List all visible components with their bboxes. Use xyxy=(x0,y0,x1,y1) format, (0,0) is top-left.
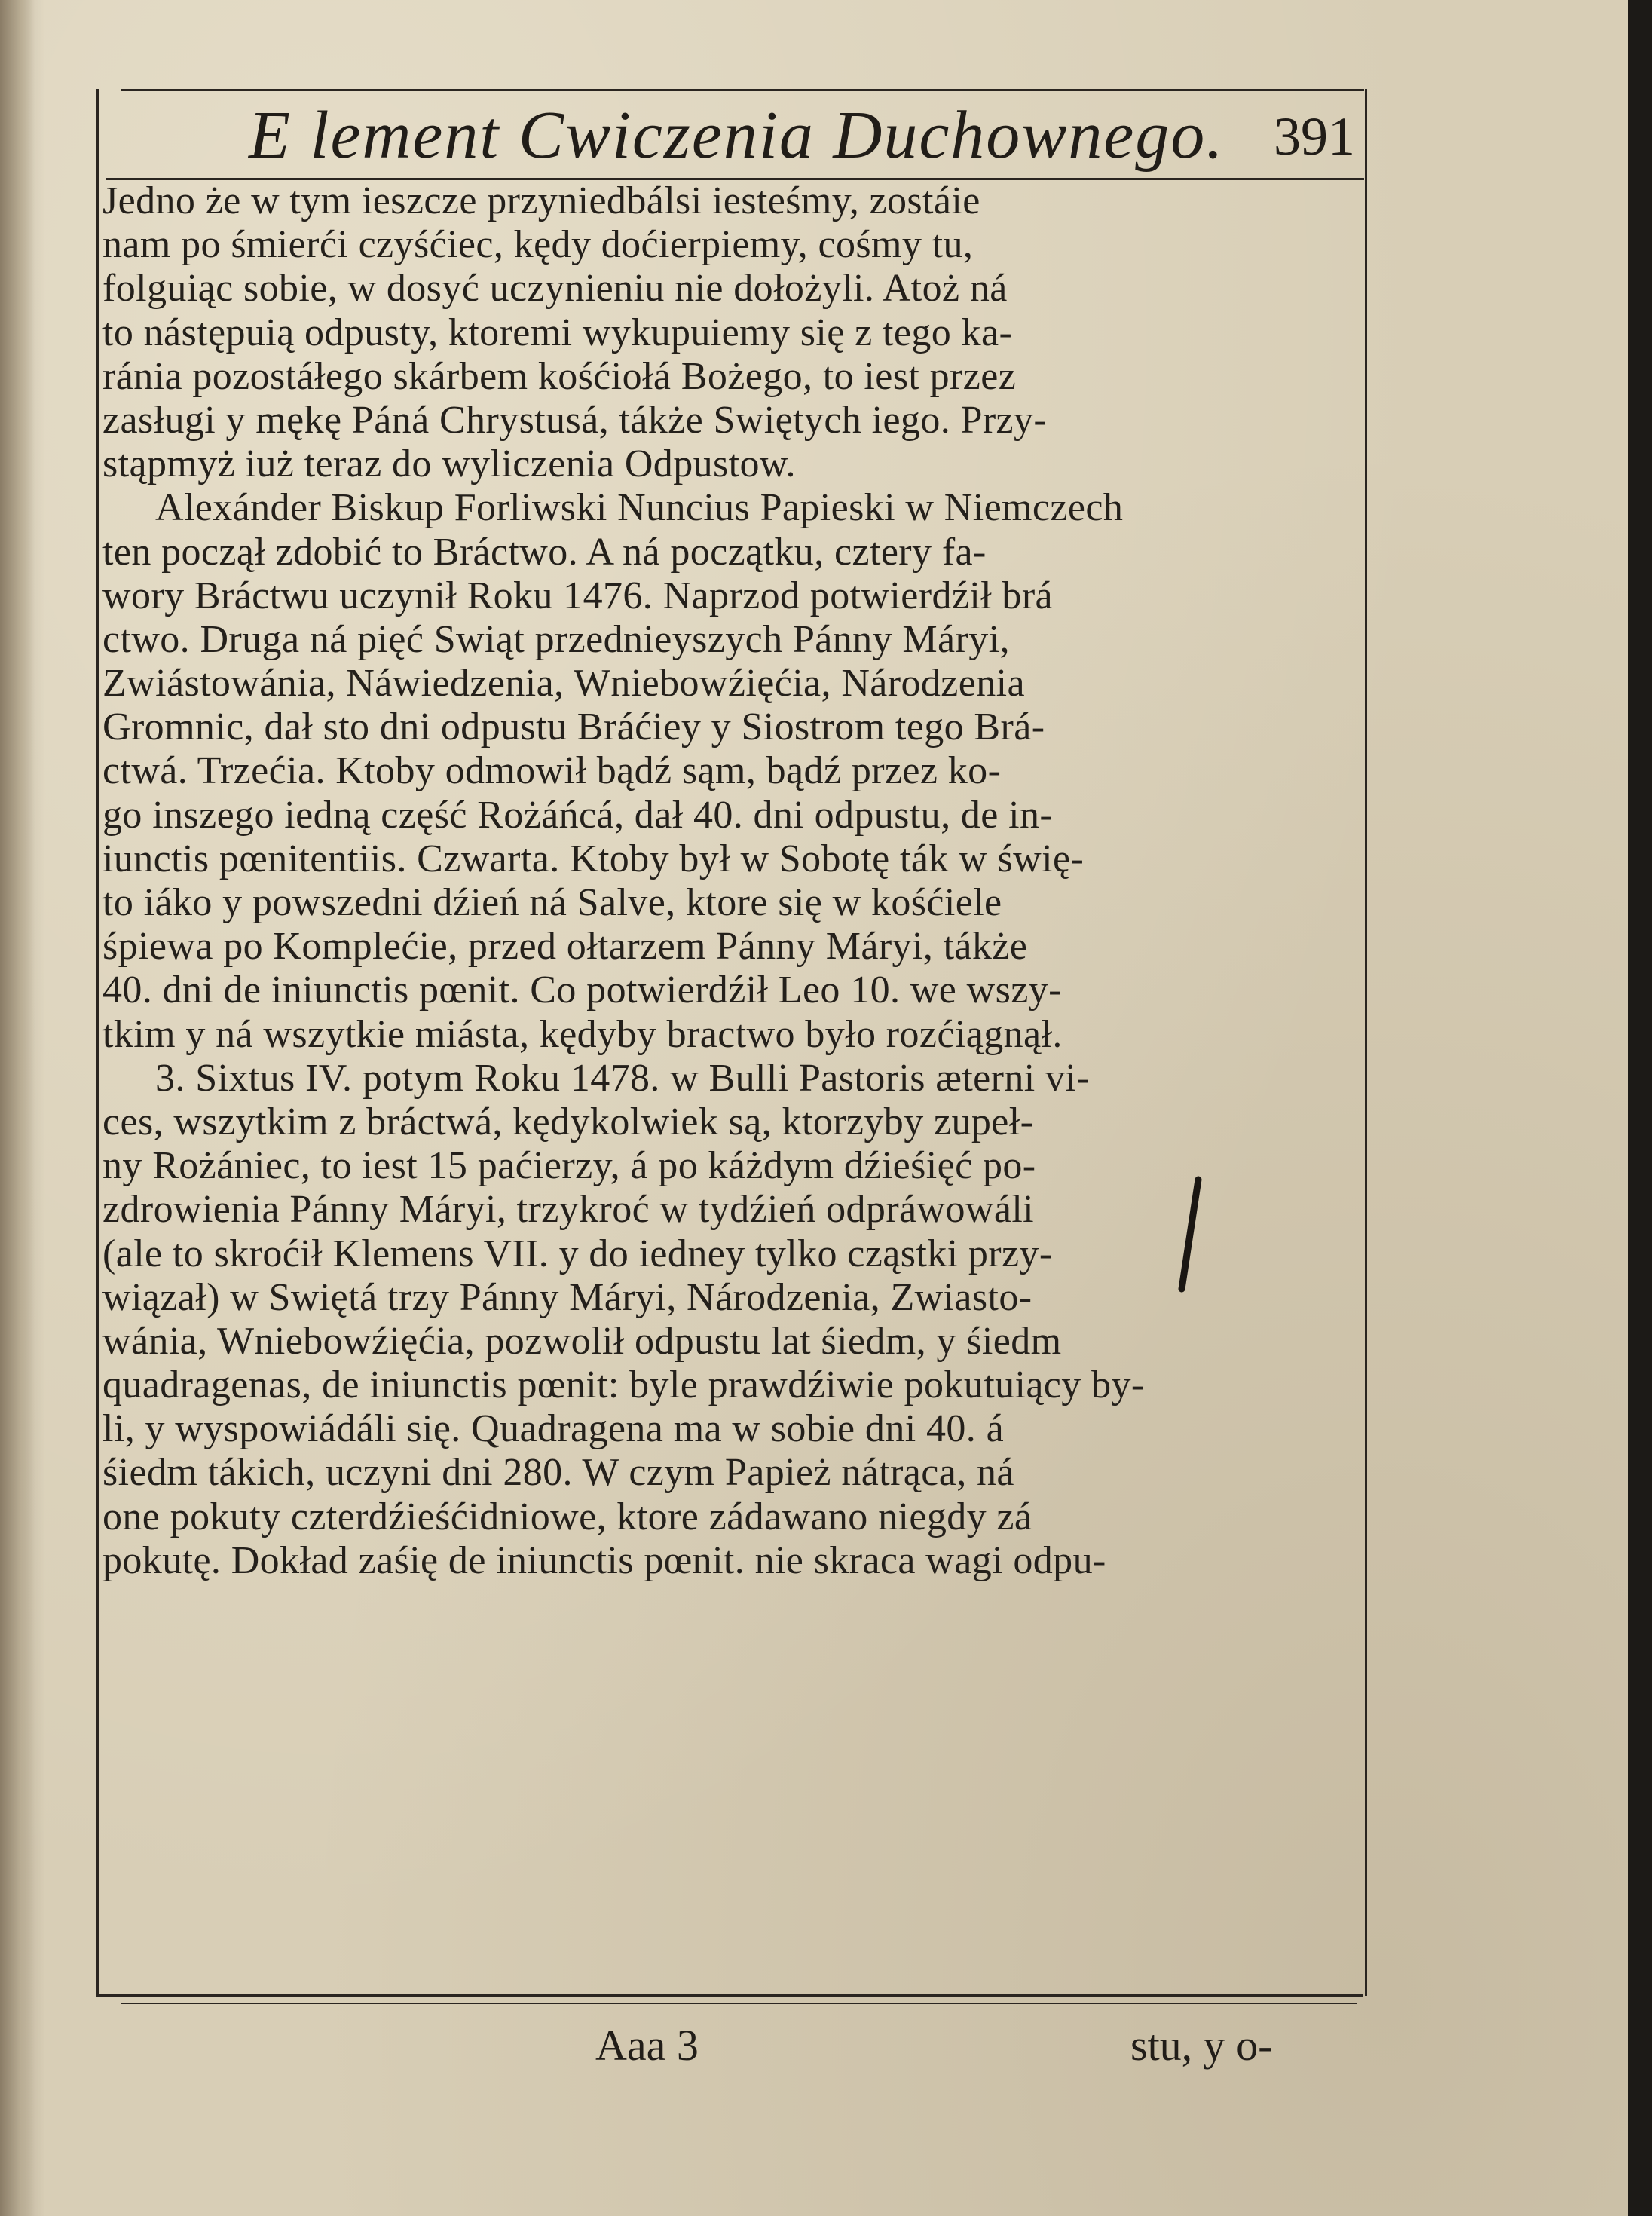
header-rule-top xyxy=(121,89,1364,91)
text-line: ten począł zdobić to Bráctwo. A ná początku, cztery fa- xyxy=(102,530,987,574)
text-line: ctwá. Trzećia. Ktoby odmowił bądź sąm, bądź przez ko- xyxy=(102,749,1002,793)
text-line: ces, wszytkim z bráctwá, kędykolwiek są, ktorzyby zupeł- xyxy=(102,1100,1034,1143)
catchword: stu, y o- xyxy=(1130,2021,1273,2070)
text-line: wiązał) w Swiętá trzy Pánny Máryi, Národzenia, Zwiasto- xyxy=(102,1275,1032,1319)
text-line: Alexánder Biskup Forliwski Nuncius Papieski w Niemczech xyxy=(155,486,1124,530)
text-line: li, y wyspowiádáli się. Quadragena ma w sobie dni 40. á xyxy=(102,1407,1005,1451)
text-line: Gromnic, dał sto dni odpustu Bráćiey y Siostrom tego Brá- xyxy=(102,706,1045,749)
page-number: 391 xyxy=(1274,106,1355,167)
text-line: Jedno że w tym ieszcze przyniedbálsi iesteśmy, zostáie xyxy=(102,179,980,222)
text-line: śpiewa po Komplećie, przed ołtarzem Pánny Máryi, tákże xyxy=(102,925,1028,969)
text-line: (ale to skroćił Klemens VII. y do iedney tylko cząstki przy- xyxy=(102,1232,1053,1275)
text-line: pokutę. Dokład zaśię de iniunctis pœnit. nie skraca wagi odpu- xyxy=(102,1538,1106,1582)
text-line: ránia pozostáłego skárbem kośćiołá Bożego, to iest przez xyxy=(102,354,1017,398)
text-line: one pokuty czterdźieśćidniowe, ktore zádawano niegdy zá xyxy=(102,1495,1032,1538)
text-line: quadragenas, de iniunctis pœnit: byle prawdźiwie pokutuiący by- xyxy=(102,1364,1145,1407)
text-line: to iáko y powszedni dźień ná Salve, ktore się w kośćiele xyxy=(102,881,1002,924)
text-line: 40. dni de iniunctis pœnit. Co potwierdźił Leo 10. we wszy- xyxy=(102,969,1062,1012)
text-line: iunctis pœnitentiis. Czwarta. Ktoby był w Sobotę ták w świę- xyxy=(102,837,1085,880)
text-line: śiedm tákich, uczyni dni 280. W czym Papież nátrąca, ná xyxy=(102,1451,1014,1495)
signature-mark: Aaa 3 xyxy=(595,2021,699,2070)
body-text xyxy=(102,179,1363,1583)
text-line: ny Rożániec, to iest 15 paćierzy, á po káżdym dźieśięć po- xyxy=(102,1144,1036,1188)
text-line: 3. Sixtus IV. potym Roku 1478. w Bulli Pastoris æterni vi- xyxy=(155,1056,1090,1100)
footer-rule xyxy=(96,1994,1363,1997)
text-line: to nástępuią odpusty, ktoremi wykupuiemy się z tego ka- xyxy=(102,311,1013,354)
text-line: wánia, Wniebowźięćia, pozwolił odpustu lat śiedm, y śiedm xyxy=(102,1319,1062,1363)
text-line: zdrowienia Pánny Máryi, trzykroć w tydźień odpráwowáli xyxy=(102,1188,1035,1232)
running-title: E lement Cwiczenia Duchownego. xyxy=(249,98,1225,173)
text-line: go inszego iedną część Rożáńcá, dał 40. dni odpustu, de in- xyxy=(102,793,1054,837)
footer-rule-thin xyxy=(121,2003,1357,2004)
text-line: Zwiástowánia, Náwiedzenia, Wniebowźięćia, Národzenia xyxy=(102,662,1025,706)
text-line: tkim y ná wszytkie miásta, kędyby bractwo było rozćiągnął. xyxy=(102,1012,1063,1056)
text-line: wory Bráctwu uczynił Roku 1476. Naprzod potwierdźił brá xyxy=(102,574,1054,617)
text-line: ctwo. Druga ná pięć Swiąt przednieyszych Pánny Máryi, xyxy=(102,617,1010,661)
text-line: stąpmyż iuż teraz do wyliczenia Odpustow. xyxy=(102,442,796,486)
text-line: folguiąc sobie, w dosyć uczynieniu nie dołożyli. Atoż ná xyxy=(102,267,1008,311)
page-gutter-shadow xyxy=(0,0,35,2216)
text-line: nam po śmierći czyśćiec, kędy doćierpiemy, cośmy tu, xyxy=(102,223,974,267)
text-line: zasługi y mękę Páná Chrystusá, tákże Swiętych iego. Przy- xyxy=(102,398,1048,442)
ink-mark xyxy=(1176,1176,1206,1296)
